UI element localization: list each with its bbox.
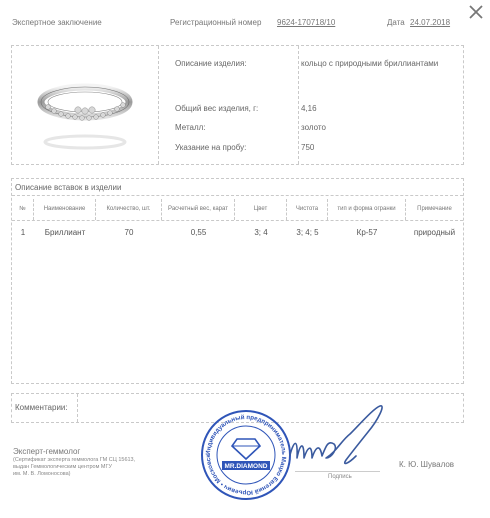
close-button[interactable]: [466, 2, 486, 22]
column-header: Примечание: [417, 205, 452, 212]
column-header: Цвет: [235, 199, 287, 220]
inserts-title: Описание вставок в изделии: [15, 183, 122, 192]
table-cell: 1: [20, 228, 26, 237]
table-cell: 0,55: [190, 228, 207, 237]
table-cell: 3; 4: [254, 228, 268, 237]
expert-certificate: (Сертификат эксперта геммолога ГМ СЦ 15613, выдан Геммологическим центром МГУ им. М. В. Ломоносова): [13, 457, 136, 478]
description-value: кольцо с природными бриллиантами: [301, 59, 439, 68]
comments-label: Комментарии:: [12, 394, 78, 422]
ring-image: [28, 62, 143, 154]
column-header: Наименование: [34, 199, 96, 220]
assay-label: Указание на пробу:: [175, 143, 247, 152]
column-header: Расчетный вес, карат: [162, 199, 235, 220]
diamond-logo-icon: [232, 439, 260, 459]
registration-number: 9624-170718/10: [277, 18, 336, 27]
official-stamp: [200, 409, 292, 501]
table-cell: 3; 4; 5: [296, 228, 319, 237]
expert-name: К. Ю. Шувалов: [399, 460, 455, 469]
document-title: Экспертное заключение: [12, 18, 102, 27]
item-description-box: [11, 45, 464, 165]
column-header: тип и форма огранки: [328, 199, 406, 220]
stamp-logo-text: MR.DIAMOND: [224, 463, 268, 470]
column-header: Чистота: [287, 199, 328, 220]
inserts-table: [11, 178, 464, 384]
column-header: №: [12, 199, 34, 220]
metal-label: Металл:: [175, 123, 206, 132]
weight-value: 4,16: [301, 104, 317, 113]
table-cell: природный: [413, 228, 456, 237]
ring-image-cell: [12, 46, 159, 164]
table-cell: Кр-57: [356, 228, 378, 237]
table-cell: Бриллиант: [44, 228, 86, 237]
signature-label: Подпись: [328, 474, 352, 480]
signature-line: [295, 471, 380, 472]
stamp-ring-text: Индивидуальный предприниматель Мацко Евгений Юрьевич • Московск: [204, 413, 288, 497]
expert-title: Эксперт-геммолог: [13, 447, 81, 456]
column-header: Количество, шт.: [96, 199, 162, 220]
assay-value: 750: [301, 143, 315, 152]
date-value: 24.07.2018: [410, 18, 451, 27]
divider: [12, 195, 463, 196]
close-icon: [466, 2, 486, 22]
metal-value: золото: [301, 123, 326, 132]
date-label: Дата: [387, 18, 405, 27]
divider: [12, 220, 463, 221]
document-header: [12, 18, 462, 32]
registration-label: Регистрационный номер: [170, 18, 262, 27]
weight-label: Общий вес изделия, г:: [175, 104, 259, 113]
table-cell: 70: [124, 228, 134, 237]
handwritten-signature: [282, 400, 392, 480]
description-label: Описание изделия:: [175, 59, 247, 68]
